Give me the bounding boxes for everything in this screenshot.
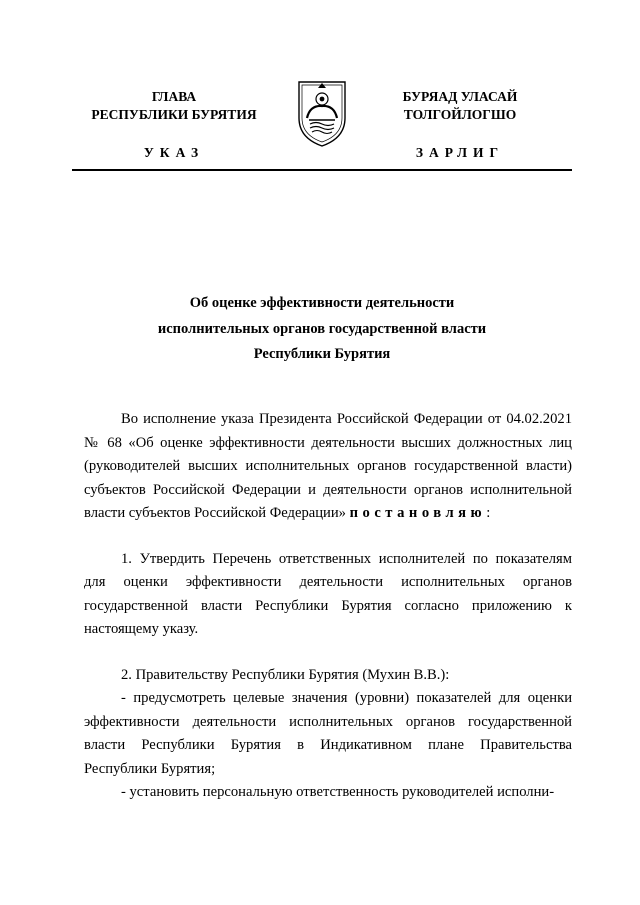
document-kind-ru: УКАЗ (143, 145, 205, 160)
coat-of-arms-icon (296, 76, 348, 148)
header-left (74, 88, 274, 162)
title-line-2: исполнительных органов государственной власти (157, 320, 487, 337)
item-2: 2. Правительству Республики Бурятия (Мухин В.В.): (121, 666, 450, 683)
title-line-3: Республики Бурятия (253, 346, 391, 362)
header-left-line1: ГЛАВА (151, 89, 197, 104)
header-left-line2: РЕСПУБЛИКИ БУРЯТИЯ (91, 107, 257, 122)
item-1: 1. Утвердить Перечень ответственных исполнителей по показателям для оценки эффективности деятельности исполнительных органов государственной власти Республики Бурятия согласно приложению к настоящему указу. (84, 550, 572, 637)
preamble-paragraph (84, 408, 572, 526)
decree-word: постановляю (349, 505, 487, 521)
header-right (360, 88, 560, 162)
header-right-line2: ТОЛГОЙЛОГШО (403, 107, 517, 122)
title-line-1: Об оценке эффективности деятельности (189, 295, 455, 311)
header-divider (72, 169, 572, 171)
item-2-subitem-1: - предусмотреть целевые значения (уровни) показателей для оценки эффективности деятельности исполнительных органов государственной власти Республики Бурятия в Индикативном плане Правительства Республики Бурятия; (84, 690, 572, 777)
decree-suffix: : (486, 505, 491, 521)
item-2-subitem-2: - установить персональную ответственность руководителей исполни- (121, 784, 555, 800)
document-body (84, 408, 572, 805)
preamble-text: Во исполнение указа Президента Российской Федерации от 04.02.2021 № 68 «Об оценке эффективности деятельности высших должностных лиц (руководителей высших исполнительных органов государственной власти) субъектов Российской Федерации и деятельности органов исполнительной власти субъектов Российской Федерации» (84, 411, 572, 521)
document-title (72, 291, 572, 368)
document-kind-bua: ЗАРЛИГ (415, 145, 505, 160)
header-right-line1: БУРЯАД УЛАСАЙ (402, 89, 518, 104)
